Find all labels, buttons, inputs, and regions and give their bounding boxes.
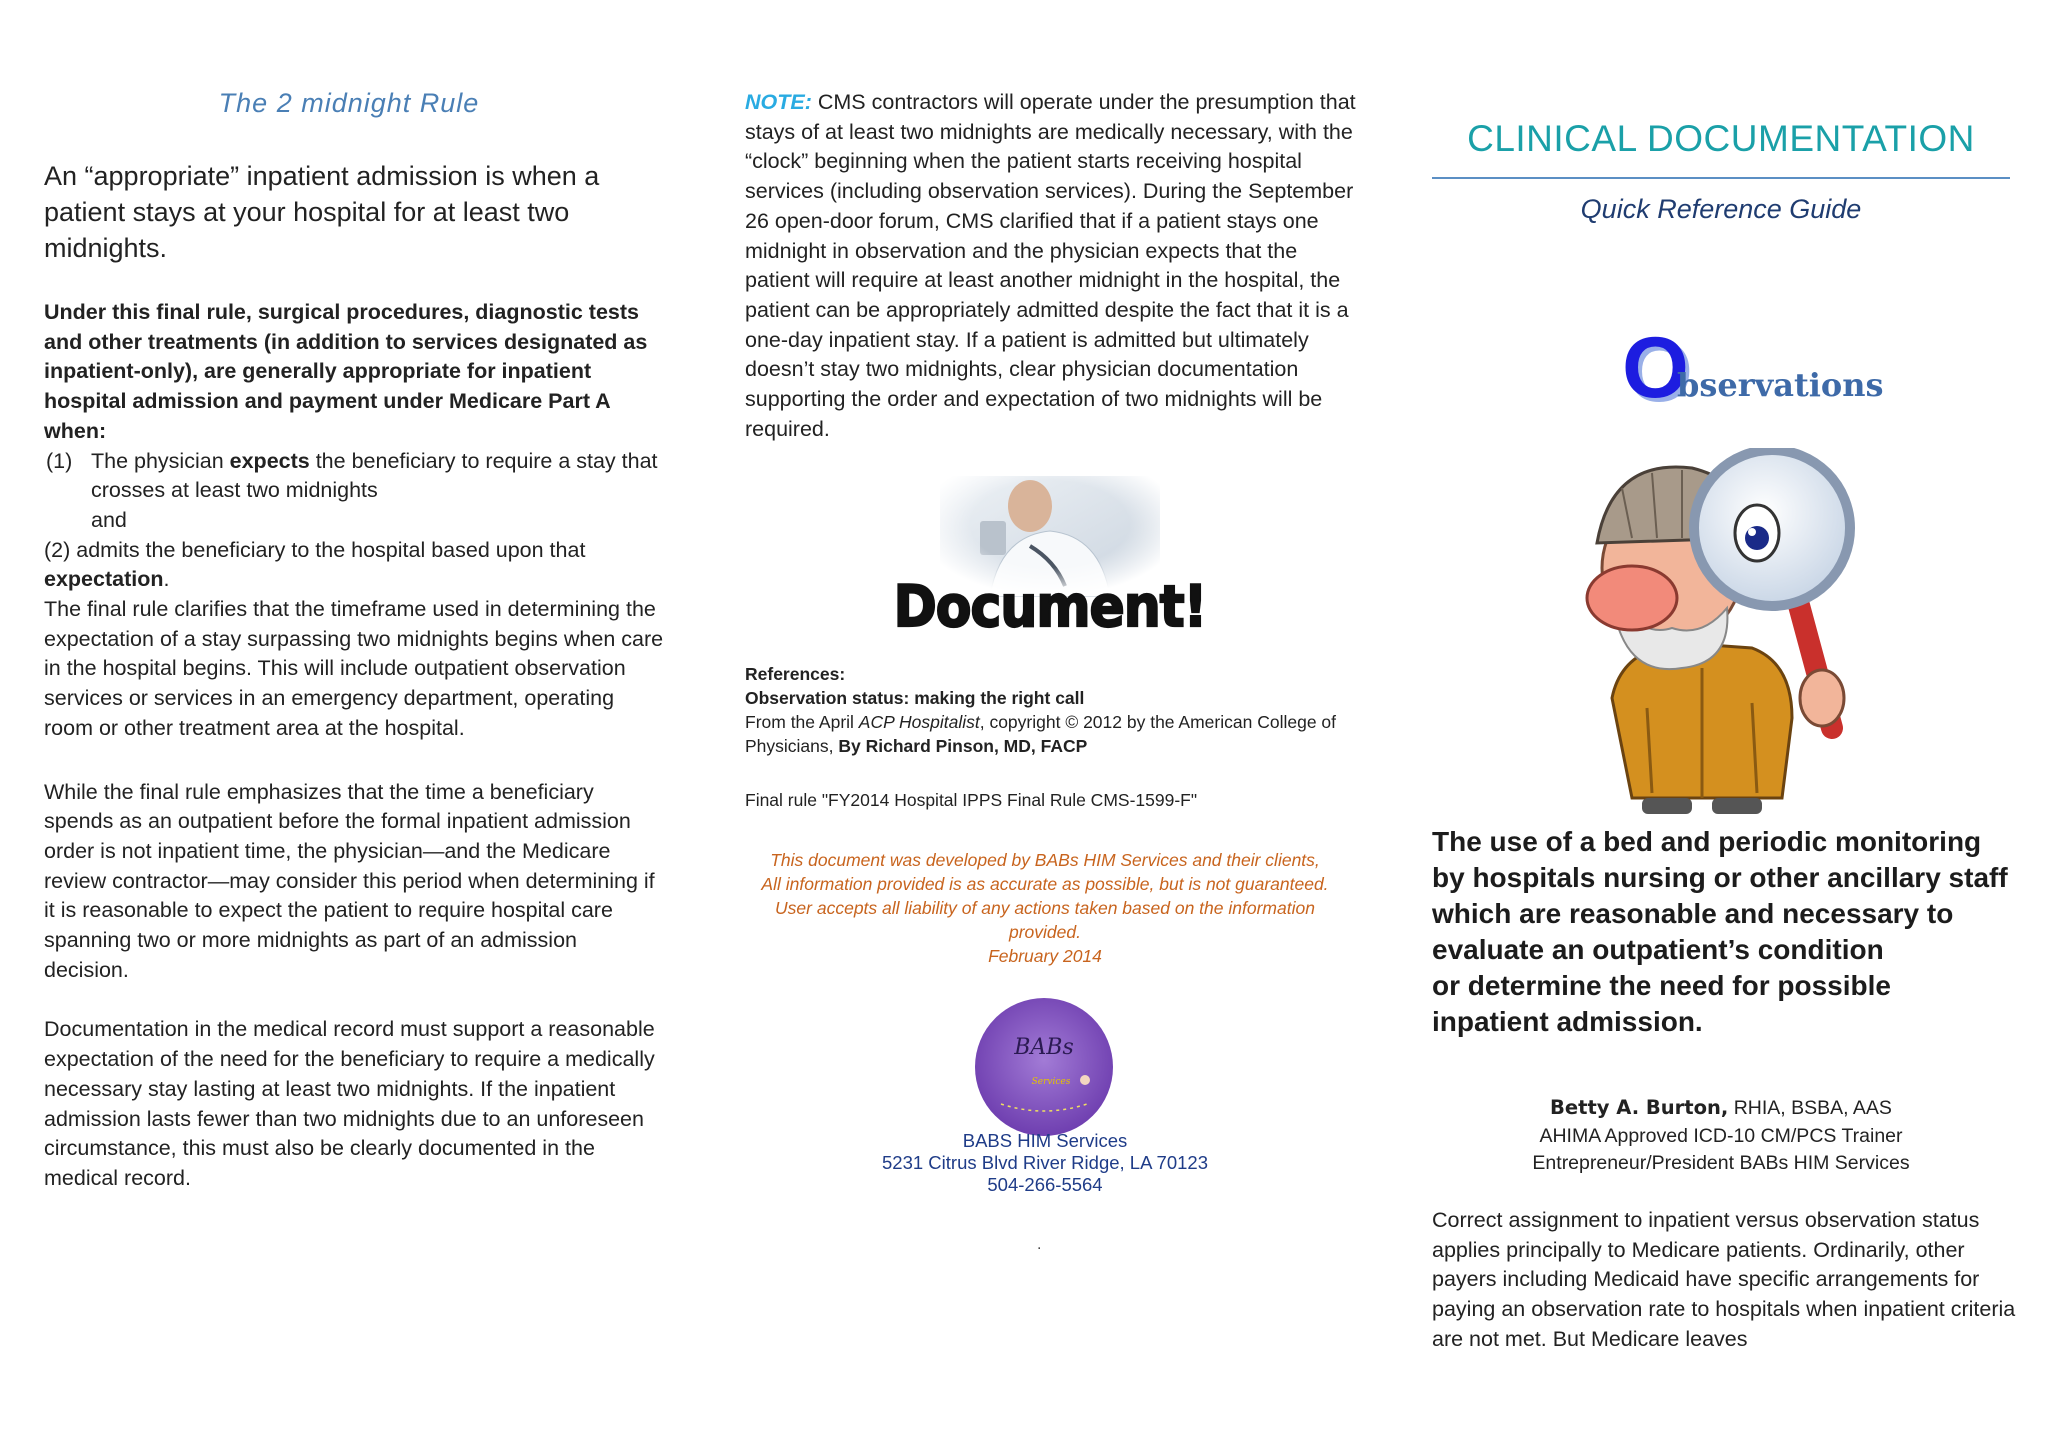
rule-body bbox=[44, 298, 664, 1194]
item-number: (1) bbox=[46, 448, 73, 473]
brochure-subtitle: Quick Reference Guide bbox=[1580, 194, 1862, 224]
source-publication: ACP Hospitalist bbox=[858, 712, 980, 732]
trailing-dot: . bbox=[1037, 1236, 1042, 1253]
source-text: From the April bbox=[745, 712, 859, 732]
item-emphasis: expects bbox=[229, 448, 310, 473]
definition-text: The use of a bed and periodic monitoring by hospitals nursing or other ancillary staff which are reasonable and necessary to evaluate an outpatient’s condition bbox=[1432, 826, 2008, 965]
document-illustration bbox=[880, 476, 1220, 638]
disclaimer-line: All information provided is as accurate as possible, but is not guaranteed. bbox=[761, 874, 1329, 894]
item-text: The physician bbox=[91, 448, 230, 473]
company-phone: 504-266-5564 bbox=[987, 1174, 1103, 1195]
logo-subtext: Services bbox=[1031, 1077, 1071, 1087]
author-role: Entrepreneur/President BABs HIM Services bbox=[1532, 1152, 1910, 1174]
company-address: 5231 Citrus Blvd River Ridge, LA 70123 bbox=[882, 1152, 1208, 1173]
definition-text: or determine the need for possible inpatient admission. bbox=[1432, 970, 1891, 1037]
reference-title: Observation status: making the right call bbox=[745, 688, 1085, 708]
timeframe-paragraph: The final rule clarifies that the timeframe used in determining the expectation of a stay surpassing two midnights begins when care in the hospital begins. This will include outpatient observation services or services in an emergency department, operating room or other treatment area at the hospital. bbox=[44, 597, 664, 740]
author-line bbox=[1432, 1094, 2010, 1123]
reference-author: By Richard Pinson, MD, FACP bbox=[838, 736, 1088, 756]
documentation-paragraph: Documentation in the medical record must support a reasonable expectation of the need for the beneficiary to require a medically necessary stay lasting at least two midnights. If the inpatient admission lasts fewer than two midnights due to an unforeseen circumstance, this must also be clearly documented in the medical record. bbox=[44, 1017, 655, 1190]
detective-shoe bbox=[1712, 798, 1762, 814]
title-divider bbox=[1432, 177, 2010, 179]
item-text: . bbox=[163, 567, 170, 592]
document-word: Document! bbox=[893, 572, 1207, 638]
disclaimer-line: This document was developed by BABs HIM Services and their clients, bbox=[770, 850, 1320, 870]
and-connector: and bbox=[91, 507, 127, 532]
author-name: Betty A. Burton, bbox=[1550, 1096, 1729, 1119]
author-credentials: RHIA, BSBA, AAS bbox=[1728, 1097, 1892, 1119]
item-text: (2) admits the beneficiary to the hospital based upon that bbox=[44, 537, 586, 562]
babs-logo bbox=[973, 996, 1115, 1138]
references-heading: References: bbox=[745, 664, 846, 684]
observations-initial: O bbox=[1622, 320, 1689, 416]
disclaimer-date: February 2014 bbox=[988, 946, 1102, 966]
contact-block bbox=[745, 1130, 1345, 1196]
bold-intro: Under this final rule, surgical procedures, diagnostic tests and other treatments (in addition to services designated as inpatient-only), are generally appropriate for inpatient hospital admission and payment under Medicare Part A when: bbox=[44, 300, 648, 443]
logo-figure bbox=[1080, 1075, 1090, 1085]
references bbox=[745, 662, 1365, 758]
item-emphasis: expectation bbox=[44, 567, 164, 592]
source-text: , copyright © 2012 by the American College of Physicians, bbox=[745, 712, 1337, 756]
cms-note bbox=[745, 88, 1365, 444]
observation-definition bbox=[1432, 824, 2010, 1040]
observation-intro: Correct assignment to inpatient versus observation status applies principally to Medicare patients. Ordinarily, other payers including Medicaid have specific arrangements for paying an observation rate to hospitals when inpatient criteria are not met. But Medicare leaves bbox=[1432, 1208, 2016, 1351]
disclaimer bbox=[745, 848, 1345, 968]
disclaimer-line: User accepts all liability of any actions taken based on the information provided. bbox=[775, 898, 1315, 942]
logo-text: BABs bbox=[1014, 1035, 1074, 1060]
observations-heading bbox=[1622, 318, 1942, 418]
detective-hand bbox=[1800, 670, 1844, 726]
company-name: BABS HIM Services bbox=[962, 1130, 1128, 1151]
note-text: CMS contractors will operate under the presumption that stays of at least two midnights are medically necessary, with the “clock” beginning when the patient starts receiving hospital services (including observation services). During the September 26 open-door forum, CMS clarified that if a patient stays one midnight in observation and the physician expects that the patient will require at least another midnight in the hospital, the patient can be appropriately admitted despite the fact that it is a one-day inpatient stay. If a patient is admitted but ultimately doesn’t stay two midnights, clear physician documentation supporting the order and expectation of two midnights will be required. bbox=[745, 90, 1356, 441]
criteria-item-2 bbox=[44, 536, 664, 595]
brochure-title: CLINICAL DOCUMENTATION bbox=[1467, 118, 1975, 159]
criteria-item-1 bbox=[44, 447, 664, 506]
detective-shoe bbox=[1642, 798, 1692, 814]
author-block bbox=[1432, 1094, 2010, 1178]
detective-illustration bbox=[1552, 448, 1902, 818]
author-certification: AHIMA Approved ICD-10 CM/PCS Trainer bbox=[1539, 1124, 1903, 1147]
lead-statement: An “appropriate” inpatient admission is when a patient stays at your hospital for at least two midnights. bbox=[44, 161, 600, 263]
eye-pupil bbox=[1745, 526, 1769, 550]
observations-word: bservations bbox=[1677, 366, 1884, 404]
outpatient-time-paragraph: While the final rule emphasizes that the time a beneficiary spends as an outpatient before the formal inpatient admission order is not inpatient time, the physician—and the Medicare review contractor—may consider this period when determining if it is reasonable to expect the patient to require hospital care spanning two or more midnights as part of an admission decision. bbox=[44, 779, 655, 982]
item-text: the beneficiary to require a stay that crosses at least two midnights bbox=[91, 448, 658, 503]
rule-title: The 2 midnight Rule bbox=[218, 88, 480, 118]
note-label: NOTE: bbox=[745, 90, 812, 114]
logo-circle bbox=[975, 998, 1113, 1136]
reference-source bbox=[745, 710, 1365, 758]
final-rule-reference: Final rule "FY2014 Hospital IPPS Final Rule CMS-1599-F" bbox=[745, 790, 1198, 810]
detective-nose bbox=[1587, 566, 1677, 630]
